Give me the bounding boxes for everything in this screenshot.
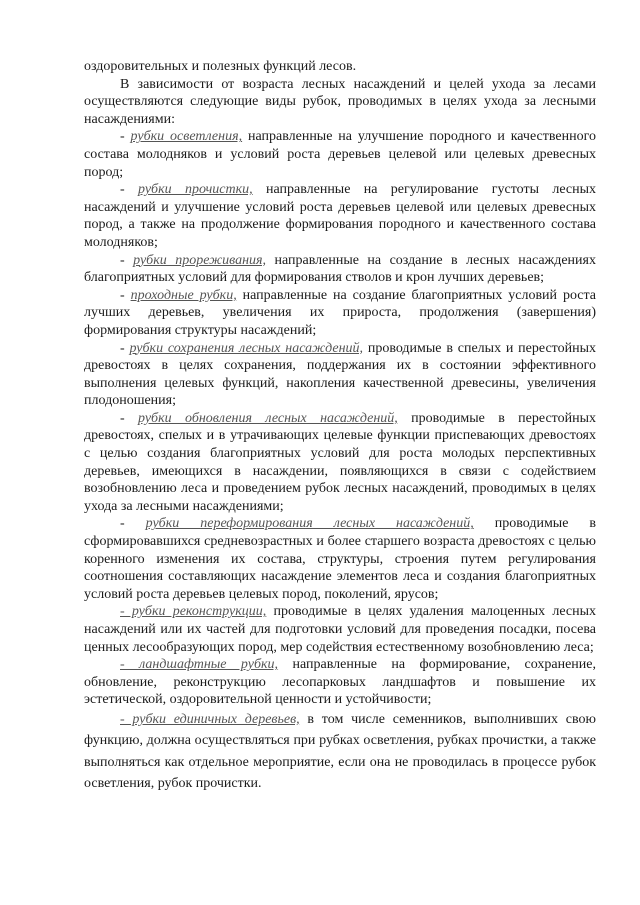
list-item-sohranenie: - рубки сохранения лесных насаждений, проводимые в спелых и перестойных древостоях в целях сохранения, поддержания их в состоянии эффективного выполнения целевых функций, накопления качественной древесины, увеличения плодоношения; — [84, 340, 596, 409]
list-item-landshaftnye: - ландшафтные рубки, направленные на формирование, сохранение, обновление, реконструкцию лесопарковых ландшафтов и повышение их эстетической, оздоровительной ценности и устойчивости; — [84, 657, 596, 708]
term-underlined: рубки прореживания, — [133, 252, 267, 268]
term-underlined: - рубки реконструкции, — [120, 604, 267, 620]
list-item-prorezhivanie: - рубки прореживания, направленные на создание в лесных насаждениях благоприятных условий для формирования стволов и крон лучших деревьев; — [84, 252, 596, 286]
term-underlined: рубки прочистки, — [138, 182, 253, 198]
list-item-pereformirovanie: - рубки переформирования лесных насаждений, проводимые в сформировавшихся средневозрастных и более старшего возраста древостоях с целью коренного изменения их состава, структуры, строения путем регулирования соотношения составляющих насаждение элементов леса и создания благоприятных условий роста деревьев целевых пород, поколений, ярусов; — [84, 516, 596, 602]
list-item-prochistka: - рубки прочистки, направленные на регулирование густоты лесных насаждений и улучшение условий роста деревьев целевой или целевых древесных пород, а также на продолжение формирования породного и качественного состава молодняков; — [84, 182, 596, 250]
term-underlined: - ландшафтные рубки, — [120, 657, 279, 673]
paragraph-intro: В зависимости от возраста лесных насаждений и целей ухода за лесами осуществляются следующие виды рубок, проводимых в целях ухода за лесными насаждениями: — [84, 76, 596, 127]
document-page — [84, 58, 596, 795]
term-underlined: - рубки единичных деревьев, — [120, 711, 300, 727]
term-underlined: рубки сохранения лесных насаждений, — [129, 340, 364, 356]
list-item-rekonstrukcia: - рубки реконструкции, проводимые в целях удаления малоценных лесных насаждений или их частей для подготовки условий для проведения посадки, посева ценных лесообразующих пород, мер содействия естественному возобновлению леса; — [84, 604, 596, 655]
term-underlined: рубки осветления, — [130, 129, 243, 145]
list-item-edinichnye: - рубки единичных деревьев, в том числе семенников, выполнивших свою функцию, должна осуществляться при рубках осветления, рубках прочистки, а также выполняться как отдельное мероприятие, если она не проводилась в процессе рубок осветления, рубок прочистки. — [84, 711, 596, 792]
list-item-osvetlenie: - рубки осветления, направленные на улучшение породного и качественного состава молодняков и условий роста деревьев целевой или целевых древесных пород; — [84, 129, 596, 180]
term-underlined: рубки обновления лесных насаждений, — [138, 410, 398, 426]
term-underlined: рубки переформирования лесных насаждений, — [145, 516, 474, 532]
list-item-obnovlenie: - рубки обновления лесных насаждений, проводимые в перестойных древостоях, спелых и в утрачивающих целевые функции приспевающих древостоях с целью создания благоприятных условий для роста молодых перспективных деревьев, имеющихся в насаждении, появляющихся в связи с содействием возобновлению леса и проведением рубок лесных насаждений, проводимых в целях ухода за лесными насаждениями; — [84, 410, 596, 514]
term-underlined: проходные рубки, — [130, 287, 237, 303]
list-item-prohodnye: - проходные рубки, направленные на создание благоприятных условий роста лучших деревьев, увеличения их прироста, продолжения (завершения) формирования структуры насаждений; — [84, 287, 597, 338]
paragraph-continuation: оздоровительных и полезных функций лесов. — [84, 59, 357, 74]
